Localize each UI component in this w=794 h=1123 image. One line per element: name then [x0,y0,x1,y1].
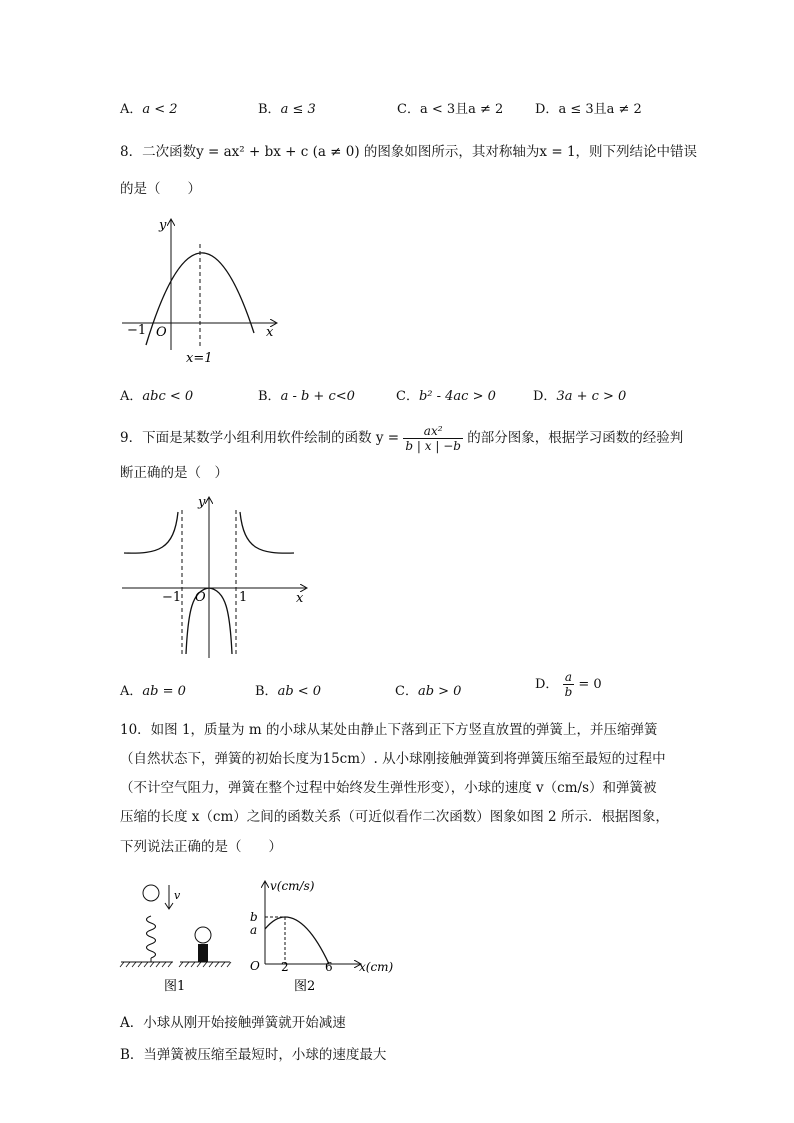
option-text: a - b + c<0 [280,389,355,404]
q10-option-a [120,1011,346,1031]
q9-function-graph [118,492,313,664]
spring-compressed [198,944,208,962]
falling-ball [143,885,159,901]
q10-stem-line4: 压缩的长度 x（cm）之间的函数关系（可近似看作二次函数）图象如图 2 所示．根据图象， [120,809,669,825]
spring-extended [147,916,156,958]
figure2-caption: 图2 [294,979,316,994]
option-text: ab > 0 [417,684,462,699]
fraction-numerator: a [563,670,575,685]
q10-stem-line2: （自然状态下，弹簧的初始长度为15cm）. 从小球刚接触弹簧到将弹簧压缩至最短的过程中 [120,751,666,767]
q8-option-a [120,385,193,404]
option-letter: C． [395,684,418,699]
option-text: ab = 0 [142,684,186,699]
q7-option-d [535,98,642,117]
x-axis-label: x [296,591,304,606]
fraction-denominator: b [564,685,573,699]
option-letter: B． [258,389,281,404]
option-letter: C． [397,102,420,117]
fraction-numerator: ax² [403,424,463,439]
q8-stem-line1: 8．二次函数y = ax² + bx + c (a ≠ 0) 的图象如图所示，其对称轴为x = 1，则下列结论中错误 [120,144,698,160]
left-branch-curve [124,512,178,553]
option-text: abc < 0 [142,389,194,404]
x-axis-label: x(cm) [359,960,394,974]
option-letter: A． [120,684,143,699]
q9-stem-line1 [120,424,683,453]
option-text: a ≤ 3 [280,102,316,117]
option-letter: D． [535,102,559,117]
q9-stem-suffix: 的部分图象，根据学习函数的经验判 [467,430,684,446]
q7-option-c [397,98,503,117]
q7-option-a [120,98,178,117]
q9-stem-line2: 断正确的是（ ） [120,465,228,481]
option-text: 当弹簧被压缩至最短时，小球的速度最大 [143,1047,387,1063]
option-letter: A． [120,102,143,117]
pos-one-label: 1 [239,590,248,605]
option-text: a < 2 [142,102,178,117]
tick-2-label: 2 [281,960,289,974]
option-text: ab < 0 [277,684,322,699]
origin-label: O [156,325,167,340]
q10-stem-line5: 下列说法正确的是（ ） [120,839,282,855]
right-branch-curve [240,512,294,553]
a-label: a [250,923,258,937]
option-letter: A． [120,1015,144,1031]
option-letter: C． [396,389,419,404]
option-d-fraction [563,670,575,699]
q10-stem-line3: （不计空气阻力，弹簧在整个过程中始终发生弹性形变），小球的速度 v（cm/s）和弹簧被 [120,780,657,796]
option-text: a < 3且a ≠ 2 [419,102,504,117]
option-text: 小球从刚开始接触弹簧就开始减速 [143,1015,346,1031]
q8-option-c [396,385,496,404]
option-text: 3a + c > 0 [556,389,627,404]
x-axis-label: x [266,325,274,340]
option-letter: B． [120,1047,144,1063]
option-text: a ≤ 3且a ≠ 2 [558,102,642,117]
velocity-curve [265,917,329,964]
q10-figure1 [118,880,263,998]
option-text: = 0 [578,677,602,692]
option-letter: B． [258,102,281,117]
compressed-ball [195,927,211,943]
tick-6-label: 6 [325,960,333,974]
q8-option-b [258,385,355,404]
q10-stem-line1: 10．如图 1，质量为 m 的小球从某处由静止下落到正下方竖直放置的弹簧上，并压缩弹簧 [120,722,658,738]
q9-stem-prefix: 9．下面是某数学小组利用软件绘制的函数 y = [120,430,400,446]
b-label: b [250,910,258,924]
q7-option-b [258,98,316,117]
q10-figure2 [244,874,399,998]
q10-option-b [120,1043,386,1063]
y-axis-label: v(cm/s) [270,879,315,893]
option-text: b² - 4ac > 0 [418,389,496,404]
q9-option-a [120,680,186,699]
option-letter: A． [120,389,143,404]
q9-function-fraction [403,424,463,453]
symmetry-label: x=1 [186,351,213,366]
neg-one-label: −1 [162,590,182,605]
q8-parabola-graph [118,212,288,367]
q9-option-c [395,680,461,699]
q8-stem-line2: 的是（ ） [120,181,201,197]
option-letter: B． [255,684,278,699]
origin-label: O [250,959,260,973]
fraction-denominator: b | x | −b [405,439,461,453]
velocity-label: v [174,889,181,902]
option-letter: D． [533,389,557,404]
neg-one-label: −1 [127,323,147,338]
q8-option-d [533,385,626,404]
y-axis-label: y [159,218,167,233]
q9-option-d [535,670,602,699]
y-axis-label: y [198,495,206,510]
option-letter: D． [535,677,559,692]
q9-option-b [255,680,321,699]
figure1-caption: 图1 [164,979,186,994]
origin-label: O [195,590,206,605]
